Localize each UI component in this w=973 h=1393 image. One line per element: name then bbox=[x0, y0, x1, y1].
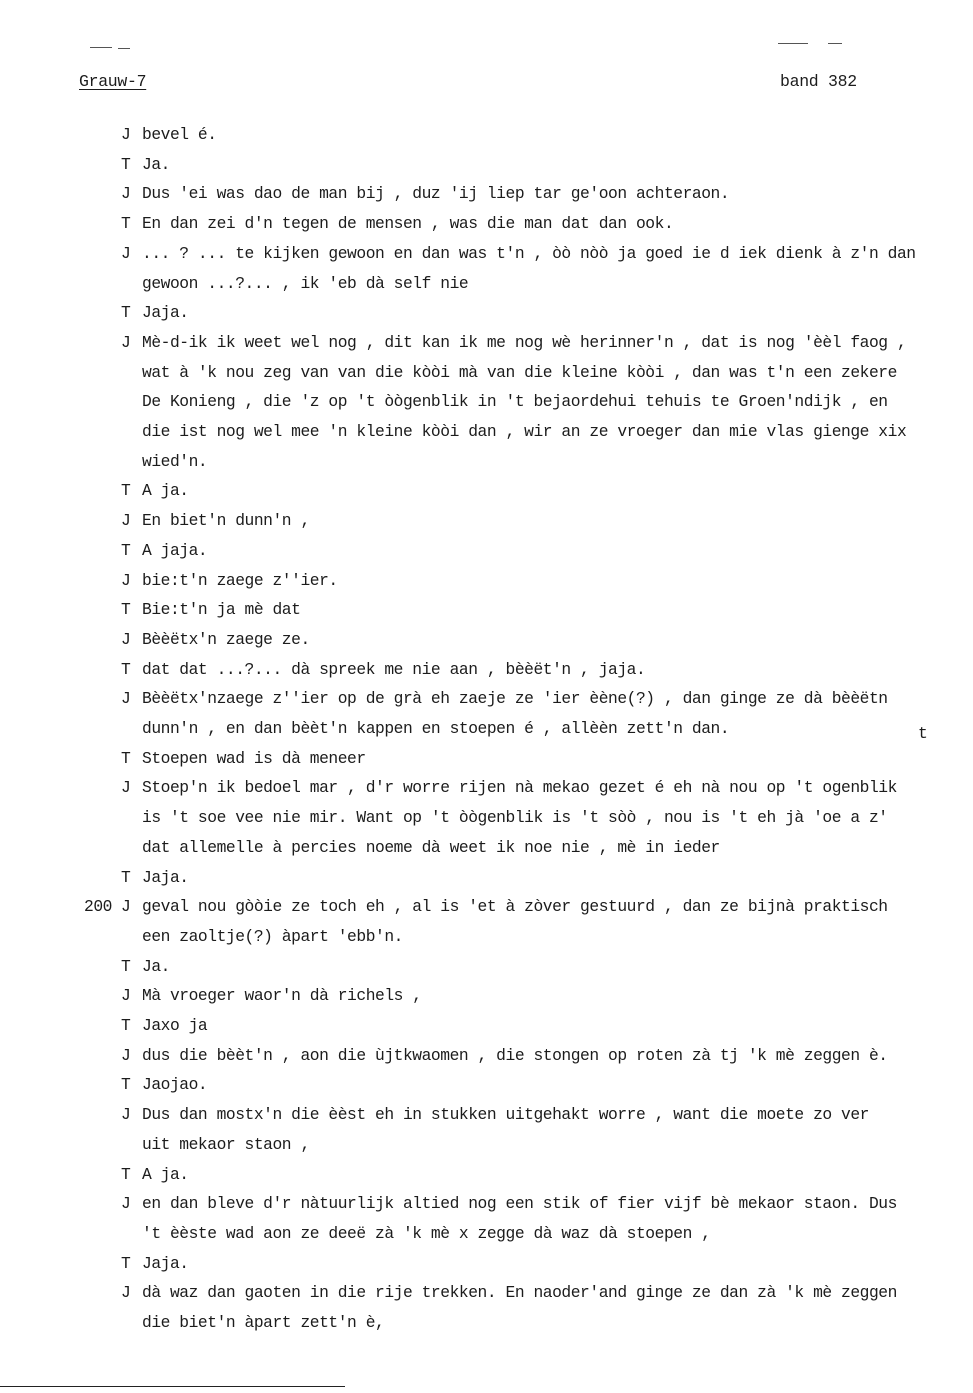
utterance-text: Dus dan mostx'n die èèst eh in stukken uitgehakt worre , want die moete zo ver bbox=[142, 1105, 869, 1124]
utterance-text: Mè-d-ik ik weet wel nog , dit kan ik me nog wè herinner'n , dat is nog 'èèl faog , bbox=[142, 333, 907, 352]
transcript-line bbox=[0, 1223, 973, 1245]
speaker-label: T bbox=[121, 303, 131, 322]
speaker-label: J bbox=[121, 630, 131, 649]
speaker-label: T bbox=[121, 1016, 131, 1035]
transcript-line bbox=[0, 510, 973, 532]
utterance-text: geval nou gòòie ze toch eh , al is 'et à zòver gestuurd , dan ze bijnà praktisch bbox=[142, 897, 888, 916]
footer-rule bbox=[0, 1386, 345, 1387]
transcript-line bbox=[0, 777, 973, 799]
transcript-line bbox=[0, 1253, 973, 1275]
utterance-text: A ja. bbox=[142, 481, 189, 500]
transcript-line bbox=[0, 1134, 973, 1156]
speaker-label: J bbox=[121, 778, 131, 797]
transcript-line bbox=[0, 1282, 973, 1304]
speaker-label: T bbox=[121, 1075, 131, 1094]
speaker-label: T bbox=[121, 868, 131, 887]
utterance-text: is 't soe vee nie mir. Want op 't òògenblik is 't sòò , nou is 't eh jà 'oe a z' bbox=[142, 808, 888, 827]
transcript-line bbox=[0, 332, 973, 354]
utterance-text: bie:t'n zaege z''ier. bbox=[142, 571, 338, 590]
transcript-line bbox=[0, 480, 973, 502]
transcript-line bbox=[0, 1045, 973, 1067]
transcript-line bbox=[0, 629, 973, 651]
speaker-label: T bbox=[121, 660, 131, 679]
scan-speck bbox=[778, 43, 808, 44]
transcript-line bbox=[0, 659, 973, 681]
transcript-line bbox=[0, 183, 973, 205]
transcript-line bbox=[0, 837, 973, 859]
scan-speck bbox=[828, 43, 842, 44]
transcript-line bbox=[0, 1193, 973, 1215]
utterance-text: die ist nog wel mee 'n kleine kòòi dan , wir an ze vroeger dan mie vlas gienge xix bbox=[142, 422, 907, 441]
transcript-line bbox=[0, 124, 973, 146]
marginal-note: t bbox=[918, 724, 928, 743]
transcript-line bbox=[0, 985, 973, 1007]
transcript-line bbox=[0, 1015, 973, 1037]
scan-speck bbox=[118, 48, 130, 49]
page-header-band: band 382 bbox=[780, 72, 857, 91]
speaker-label: J bbox=[121, 571, 131, 590]
utterance-text: Ja. bbox=[142, 957, 170, 976]
speaker-label: J bbox=[121, 244, 131, 263]
speaker-label: J bbox=[121, 1194, 131, 1213]
speaker-label: J bbox=[121, 184, 131, 203]
line-number: 200 bbox=[84, 897, 112, 916]
utterance-text: Bèèëtx'nzaege z''ier op de grà eh zaeje ze 'ier èène(?) , dan ginge ze dà bèèëtn bbox=[142, 689, 888, 708]
utterance-text: Dus 'ei was dao de man bij , duz 'ij liep tar ge'oon achteraon. bbox=[142, 184, 730, 203]
transcript-line bbox=[0, 570, 973, 592]
utterance-text: 't èèste wad aon ze deeë zà 'k mè x zegge dà waz dà stoepen , bbox=[142, 1224, 711, 1243]
transcript-line bbox=[0, 1164, 973, 1186]
utterance-text: en dan bleve d'r nàtuurlijk altied nog een stik of fier vijf bè mekaor staon. Dus bbox=[142, 1194, 897, 1213]
speaker-label: J bbox=[121, 689, 131, 708]
utterance-text: Jaxo ja bbox=[142, 1016, 208, 1035]
transcript-line bbox=[0, 154, 973, 176]
transcript-line bbox=[0, 391, 973, 413]
speaker-label: T bbox=[121, 1254, 131, 1273]
speaker-label: T bbox=[121, 541, 131, 560]
utterance-text: Jaja. bbox=[142, 1254, 189, 1273]
transcript-line bbox=[0, 362, 973, 384]
utterance-text: een zaoltje(?) àpart 'ebb'n. bbox=[142, 927, 403, 946]
transcript-line bbox=[0, 1104, 973, 1126]
speaker-label: T bbox=[121, 957, 131, 976]
utterance-text: Bèèëtx'n zaege ze. bbox=[142, 630, 310, 649]
page-header-title: Grauw-7 bbox=[79, 72, 147, 91]
speaker-label: T bbox=[121, 600, 131, 619]
utterance-text: dunn'n , en dan bèèt'n kappen en stoepen é , allèèn zett'n dan. bbox=[142, 719, 730, 738]
transcript-line bbox=[0, 688, 973, 710]
transcript-line bbox=[0, 896, 973, 918]
speaker-label: J bbox=[121, 1105, 131, 1124]
speaker-label: J bbox=[121, 1046, 131, 1065]
utterance-text: En dan zei d'n tegen de mensen , was die man dat dan ook. bbox=[142, 214, 674, 233]
speaker-label: J bbox=[121, 1283, 131, 1302]
transcript-line bbox=[0, 599, 973, 621]
utterance-text: wat à 'k nou zeg van van die kòòi mà van die kleine kòòi , dan was t'n een zekere bbox=[142, 363, 897, 382]
utterance-text: Bie:t'n ja mè dat bbox=[142, 600, 301, 619]
transcript-line bbox=[0, 1312, 973, 1334]
utterance-text: Jaja. bbox=[142, 303, 189, 322]
utterance-text: dus die bèèt'n , aon die ùjtkwaomen , die stongen op roten zà tj 'k mè zeggen è. bbox=[142, 1046, 888, 1065]
utterance-text: Stoepen wad is dà meneer bbox=[142, 749, 366, 768]
speaker-label: J bbox=[121, 511, 131, 530]
transcript-line bbox=[0, 1074, 973, 1096]
transcript-line bbox=[0, 302, 973, 324]
utterance-text: dat allemelle à percies noeme dà weet ik noe nie , mè in ieder bbox=[142, 838, 720, 857]
utterance-text: A jaja. bbox=[142, 541, 208, 560]
transcript-line bbox=[0, 451, 973, 473]
utterance-text: bevel é. bbox=[142, 125, 217, 144]
transcript-line bbox=[0, 421, 973, 443]
utterance-text: uit mekaor staon , bbox=[142, 1135, 310, 1154]
speaker-label: T bbox=[121, 1165, 131, 1184]
transcript-line bbox=[0, 956, 973, 978]
utterance-text: De Konieng , die 'z op 't òògenblik in 't bejaordehui tehuis te Groen'ndijk , en bbox=[142, 392, 888, 411]
transcript-line bbox=[0, 748, 973, 770]
utterance-text: die biet'n àpart zett'n è, bbox=[142, 1313, 385, 1332]
utterance-text: En biet'n dunn'n , bbox=[142, 511, 310, 530]
transcript-line bbox=[0, 807, 973, 829]
utterance-text: Jaja. bbox=[142, 868, 189, 887]
speaker-label: T bbox=[121, 155, 131, 174]
utterance-text: Ja. bbox=[142, 155, 170, 174]
transcript-line bbox=[0, 540, 973, 562]
utterance-text: wied'n. bbox=[142, 452, 208, 471]
speaker-label: J bbox=[121, 125, 131, 144]
speaker-label: J bbox=[121, 897, 131, 916]
utterance-text: dà waz dan gaoten in die rije trekken. En naoder'and ginge ze dan zà 'k mè zeggen bbox=[142, 1283, 897, 1302]
utterance-text: Jaojao. bbox=[142, 1075, 208, 1094]
utterance-text: dat dat ...?... dà spreek me nie aan , bèèët'n , jaja. bbox=[142, 660, 646, 679]
transcript-line bbox=[0, 273, 973, 295]
speaker-label: J bbox=[121, 986, 131, 1005]
transcript-line bbox=[0, 926, 973, 948]
transcript-line bbox=[0, 718, 973, 740]
utterance-text: ... ? ... te kijken gewoon en dan was t'n , òò nòò ja goed ie d iek dienk à z'n dan bbox=[142, 244, 916, 263]
utterance-text: A ja. bbox=[142, 1165, 189, 1184]
transcript-line bbox=[0, 243, 973, 265]
speaker-label: T bbox=[121, 481, 131, 500]
speaker-label: T bbox=[121, 214, 131, 233]
scan-speck bbox=[90, 47, 112, 48]
speaker-label: T bbox=[121, 749, 131, 768]
utterance-text: Stoep'n ik bedoel mar , d'r worre rijen nà mekao gezet é eh nà nou op 't ogenblik bbox=[142, 778, 897, 797]
transcript-line bbox=[0, 867, 973, 889]
speaker-label: J bbox=[121, 333, 131, 352]
utterance-text: gewoon ...?... , ik 'eb dà self nie bbox=[142, 274, 469, 293]
utterance-text: Mà vroeger waor'n dà richels , bbox=[142, 986, 422, 1005]
transcript-line bbox=[0, 213, 973, 235]
